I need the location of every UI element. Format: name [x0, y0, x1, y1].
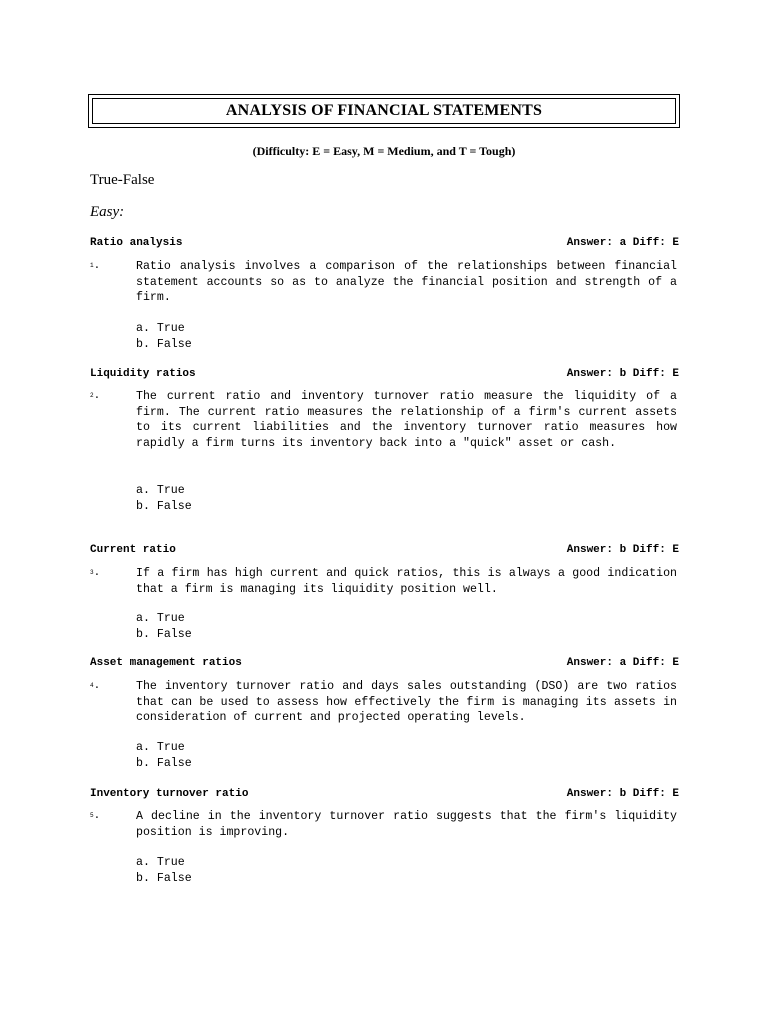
- option-a: a. True: [136, 612, 185, 625]
- question-topic: Asset management ratios: [90, 657, 242, 669]
- title-box-inner: [92, 98, 676, 124]
- question-answer: Answer: b Diff: E: [566, 788, 679, 800]
- question-answer: Answer: b Diff: E: [566, 544, 679, 556]
- question-topic: Ratio analysis: [90, 237, 183, 249]
- question-header: [90, 786, 679, 802]
- question-number: $^2$.: [90, 390, 101, 402]
- question-number: $^3$.: [90, 567, 101, 579]
- question-text: Ratio analysis involves a comparison of the relationships between financial statement accounts so as to analyze the financial position and strength of a firm.: [136, 260, 677, 305]
- question-options: [136, 740, 192, 771]
- question-number: $^4$.: [90, 680, 101, 692]
- option-a: a. True: [136, 856, 185, 869]
- question-options: [136, 611, 192, 642]
- option-b: b. False: [136, 499, 192, 513]
- question-text: The current ratio and inventory turnover ratio measure the liquidity of a firm. The current ratio measures the relationship of a firm's current assets to its current liabilities and the inventory turnover ratio measures how rapidly a firm turns its inventory back into a "quick" asset or cash.: [136, 390, 677, 450]
- option-a: a. True: [136, 322, 185, 335]
- question-number-value: 5: [90, 812, 94, 819]
- question-number: $^5$.: [90, 810, 101, 822]
- question-header: [90, 542, 679, 558]
- option-a: a. True: [136, 484, 185, 497]
- question-answer: Answer: a Diff: E: [566, 237, 679, 249]
- option-a: a. True: [136, 741, 185, 754]
- question-answer: Answer: b Diff: E: [566, 368, 679, 380]
- question-text: If a firm has high current and quick ratios, this is always a good indication that a firm is managing its liquidity position well.: [136, 567, 677, 596]
- question-answer: Answer: a Diff: E: [566, 657, 679, 669]
- question-header: [90, 235, 679, 251]
- question-options: [136, 483, 192, 514]
- question-topic: Liquidity ratios: [90, 368, 196, 380]
- difficulty-note: (Difficulty: E = Easy, M = Medium, and T = Tough): [252, 144, 516, 158]
- question-options: [136, 321, 192, 352]
- option-b: b. False: [136, 756, 192, 770]
- question-header: [90, 655, 679, 671]
- option-b: b. False: [136, 627, 192, 641]
- section-heading: True-False: [90, 172, 155, 188]
- question-number: $^1$.: [90, 260, 101, 272]
- option-b: b. False: [136, 871, 192, 885]
- question-number-value: 2: [90, 392, 94, 399]
- question-number-value: 3: [90, 569, 94, 576]
- title-box: [88, 94, 680, 128]
- option-b: b. False: [136, 337, 192, 351]
- question-options: [136, 855, 192, 886]
- question-header: [90, 366, 679, 382]
- question-topic: Inventory turnover ratio: [90, 788, 249, 800]
- question-number-value: 1: [90, 262, 94, 269]
- question-text: A decline in the inventory turnover ratio suggests that the firm's liquidity position is improving.: [136, 810, 677, 839]
- question-number-value: 4: [90, 682, 94, 689]
- question-text: The inventory turnover ratio and days sales outstanding (DSO) are two ratios that can be used to assess how effectively the firm is managing its assets in consideration of current and projected operating levels.: [136, 680, 677, 725]
- document-title: ANALYSIS OF FINANCIAL STATEMENTS: [225, 102, 543, 119]
- question-topic: Current ratio: [90, 544, 176, 556]
- difficulty-level-heading: Easy:: [90, 204, 125, 220]
